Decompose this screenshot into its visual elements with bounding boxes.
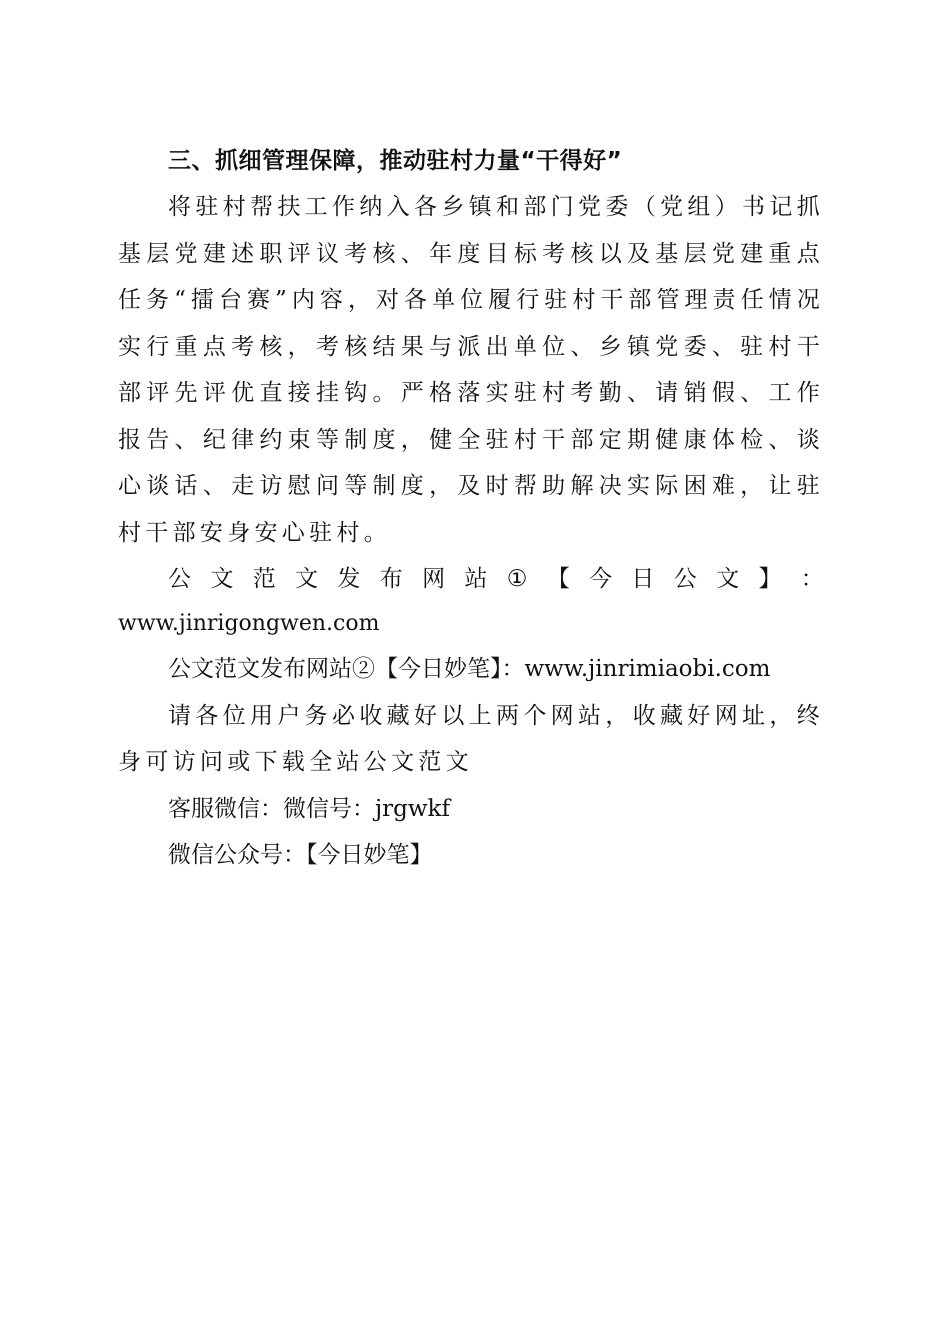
official-account: 微信公众号：【今日妙笔】 <box>168 842 433 868</box>
site1-char: 公 <box>168 566 191 592</box>
document-page <box>118 138 824 879</box>
site1-char: 网 <box>422 566 446 592</box>
site1-char: 【 <box>546 566 570 592</box>
section-heading: 三、抓细管理保障，推动驻村力量“干得好” <box>168 148 623 174</box>
site1-char: 发 <box>337 566 361 592</box>
site1-char: 】 <box>758 566 782 592</box>
service-wechat: 客服微信：微信号：jrgwkf <box>168 795 450 822</box>
site1-char: 文 <box>295 566 319 592</box>
site1-label <box>168 556 824 602</box>
body-paragraph: 将驻村帮扶工作纳入各乡镇和部门党委（党组）书记抓基层党建述职评议考核、年度目标考核以及基层党建重点任务“擂台赛”内容，对各单位履行驻村干部管理责任情况实行重点考核，考核结果与派出单位、乡镇党委、驻村干部评先评优直接挂钩。严格落实驻村考勤、请销假、工作报告、纪律约束等制度，健全驻村干部定期健康体检、谈心谈话、走访慰问等制度，及时帮助解决实际困难，让驻村干部安身安心驻村。 <box>118 194 824 546</box>
site1-char: ： <box>800 566 824 592</box>
site1-char: 站 <box>464 566 488 592</box>
site2-line: 公文范文发布网站②【今日妙笔】：www.jinrimiaobi.com <box>168 656 771 682</box>
site1-char: 布 <box>379 566 403 592</box>
site1-char: 文 <box>716 566 740 592</box>
site1-char: 日 <box>631 566 655 592</box>
site1-url[interactable]: www.jinrigongwen.com <box>118 611 380 636</box>
site1-char: 范 <box>252 566 276 592</box>
site1-char: 公 <box>673 566 697 592</box>
site1-char: 今 <box>589 566 613 592</box>
site1-char: ① <box>506 566 528 592</box>
notice-paragraph: 请各位用户务必收藏好以上两个网站，收藏好网址，终身可访问或下载全站公文范文 <box>118 702 824 775</box>
site1-char: 文 <box>210 566 234 592</box>
